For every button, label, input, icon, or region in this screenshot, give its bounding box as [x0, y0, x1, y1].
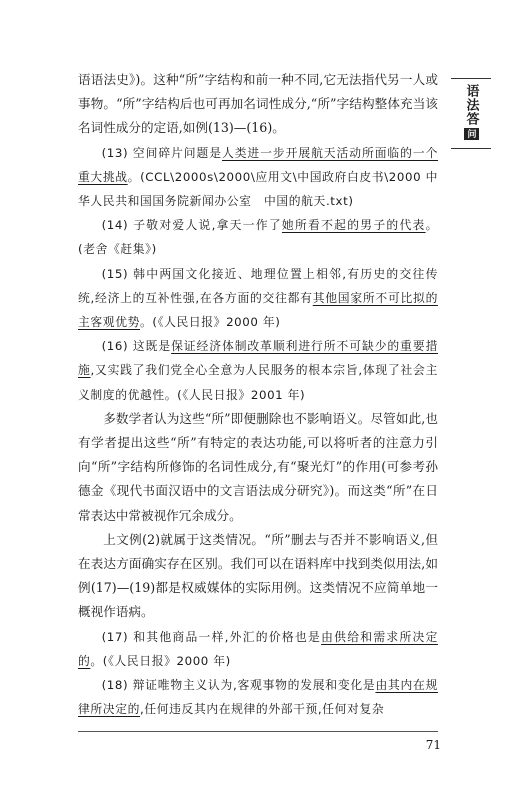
- underlined-phrase: 由其内在规律所决定的: [78, 678, 438, 717]
- side-tab-text: 语法答: [463, 84, 479, 126]
- underlined-phrase: 她所看不起的男子的代表: [281, 218, 426, 233]
- example-sentence-15: (15) 韩中两国文化接近、地理位置上相邻,有历史的交往传统,经济上的互补性强,在各方面的交往都有其他国家所不可比拟的主客观优势。(《人民日报》2000 年): [78, 266, 438, 330]
- body-paragraph: 多数学者认为这些“所”即便删除也不影响语义。尽管如此,也有学者提出这些“所”有特定的表达功能,可以将听者的注意力引向“所”字结构所修饰的名词性成分,有“聚光灯”的作用(可参考孙德金《现代书面汉语中的文言语法成分研究》)。而这类“所”在日常表达中常被视作冗余成分。: [78, 410, 438, 523]
- underlined-phrase: 保证经济体制改革顺利进行所不可缺少的重要措施: [78, 339, 438, 378]
- example-sentence-13: (13) 空间碎片问题是人类进一步开展航天活动所面临的一个重大挑战。(CCL\2000s\2000\应用文\中国政府白皮书\2000 中华人民共和国国务院新闻办公室 中国的航天.txt): [78, 145, 439, 209]
- body-paragraph: 上文例(2)就属于这类情况。“所”删去与否并不影响语义,但在表达方面确实存在区别。我们可以在语料库中找到类似用法,如例(17)—(19)都是权威媒体的实际用例。这类情况不应简单地一概视作语病。: [78, 531, 438, 620]
- example-sentence-16: (16) 这既是保证经济体制改革顺利进行所不可缺少的重要措施,又实践了我们党全心全意为人民服务的根本宗旨,体现了社会主义制度的优越性。(《人民日报》2001 年): [78, 339, 438, 402]
- page-number: 71: [425, 738, 441, 752]
- footer-rule: [78, 731, 438, 732]
- example-sentence-18: (18) 辩证唯物主义认为,客观事物的发展和变化是由其内在规律所决定的,任何违反其内在规律的外部干预,任何对复杂: [78, 678, 438, 717]
- side-tab-mark: 问: [464, 128, 479, 140]
- example-sentence-17: (17) 和其他商品一样,外汇的价格也是由供给和需求所决定的。(《人民日报》2000 年): [78, 629, 438, 668]
- underlined-phrase: 其他国家所不可比拟的主客观优势: [78, 290, 438, 330]
- side-tab: [451, 84, 491, 144]
- side-tab-top-rule: [451, 78, 491, 79]
- side-tab-bottom-rule: [451, 148, 491, 149]
- underlined-phrase: 由供给和需求所决定的: [78, 629, 438, 668]
- example-sentence-14: (14) 子敬对爱人说,拿天一作了她所看不起的男子的代表。(老舍《赶集》): [78, 218, 438, 257]
- body-paragraph: 语语法史》)。这种“所”字结构和前一种不同,它无法指代另一人或事物。“所”字结构后也可再加名词性成分,“所”字结构整体充当该名词性成分的定语,如例(13)—(16)。: [78, 72, 438, 136]
- side-tab-label: [451, 84, 491, 140]
- page-body: [78, 68, 438, 721]
- underlined-phrase: 人类进一步开展航天活动所面临的一个重大挑战: [78, 145, 439, 184]
